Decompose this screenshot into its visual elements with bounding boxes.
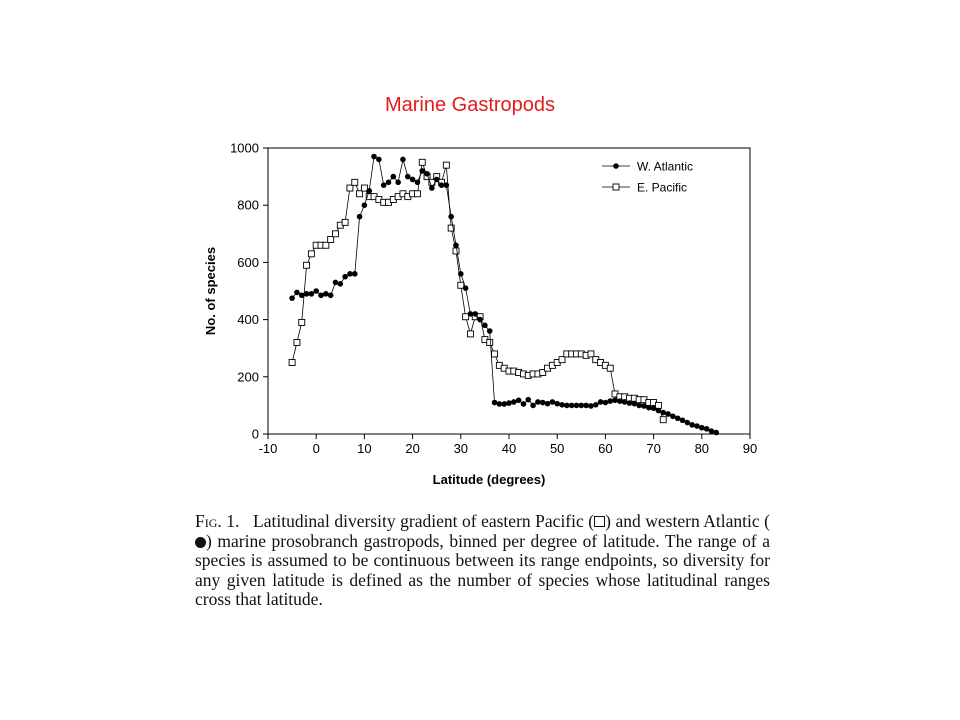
x-tick-label: 40 — [501, 441, 517, 456]
data-point — [685, 420, 691, 426]
x-tick-label: 80 — [694, 441, 710, 456]
data-point — [593, 402, 599, 408]
data-point — [545, 401, 551, 407]
data-point — [357, 191, 363, 197]
data-point — [636, 403, 642, 409]
data-point — [361, 185, 367, 191]
data-point — [497, 401, 503, 407]
y-tick-label: 600 — [237, 254, 259, 270]
data-point — [468, 311, 474, 317]
data-point — [453, 242, 459, 248]
data-point — [352, 179, 358, 185]
data-point — [357, 214, 363, 220]
data-point — [434, 177, 440, 183]
data-point — [395, 180, 401, 186]
legend-label: E. Pacific — [637, 180, 688, 195]
data-point — [419, 159, 425, 165]
data-point — [458, 282, 464, 288]
data-point — [309, 291, 315, 297]
data-point — [574, 403, 580, 409]
slide-title: Marine Gastropods — [384, 94, 556, 116]
data-point — [463, 285, 469, 291]
data-point — [627, 400, 633, 406]
data-point — [704, 426, 710, 432]
data-point — [559, 357, 565, 363]
data-point — [665, 411, 671, 417]
data-point — [559, 402, 565, 408]
data-point — [694, 423, 700, 429]
legend-entry — [602, 160, 693, 174]
data-point — [607, 398, 613, 404]
legend — [602, 160, 693, 195]
data-point — [391, 174, 397, 180]
data-point — [540, 400, 546, 406]
data-point — [424, 171, 430, 177]
figure-label: Fig. 1. — [195, 511, 240, 531]
legend-entry — [602, 181, 687, 195]
x-tick-label: 50 — [549, 441, 565, 456]
data-point — [405, 174, 411, 180]
series-w-atlantic — [289, 154, 719, 436]
caption-text-3: ) marine prosobranch gastropods, binned per degree of latitude. The range of a species is assumed to be continuous between its range endpoints, so diversity for any given latitude is defined as the number of species whose latitudinal ranges cross that latitude. — [195, 530, 770, 609]
data-point — [371, 154, 377, 160]
data-point — [448, 214, 454, 220]
data-point — [328, 237, 334, 243]
data-point — [386, 180, 392, 186]
data-point — [328, 292, 334, 298]
data-point — [323, 242, 329, 248]
data-point — [506, 400, 512, 406]
data-point — [313, 288, 319, 294]
data-point — [289, 360, 295, 366]
data-point — [323, 291, 329, 297]
species-latitude-chart — [190, 128, 770, 498]
data-point — [569, 403, 575, 409]
data-point — [482, 323, 488, 329]
data-point — [617, 398, 623, 404]
data-point — [381, 182, 387, 188]
data-point — [641, 403, 647, 409]
y-tick-label: 1000 — [230, 140, 259, 156]
data-point — [333, 280, 339, 286]
data-point — [511, 399, 517, 405]
data-point — [660, 410, 666, 416]
data-point — [299, 292, 305, 298]
data-point — [294, 339, 300, 345]
data-point — [598, 399, 604, 405]
data-point — [554, 401, 560, 407]
data-point — [332, 231, 338, 237]
data-point — [419, 168, 425, 174]
x-axis-title: Latitude (degrees) — [432, 472, 546, 487]
series-line — [292, 162, 663, 419]
data-point — [487, 339, 493, 345]
data-point — [656, 408, 662, 414]
data-point — [294, 290, 300, 296]
data-point — [689, 422, 695, 428]
data-point — [400, 157, 406, 163]
data-point — [613, 163, 619, 169]
data-point — [467, 331, 473, 337]
data-point — [525, 397, 531, 403]
data-point — [501, 401, 507, 407]
data-point — [347, 185, 353, 191]
caption-text-1: Latitudinal diversity gradient of eastern Pacific ( — [253, 511, 595, 531]
data-point — [516, 397, 522, 403]
y-tick-label: 200 — [237, 369, 259, 385]
data-point — [304, 291, 310, 297]
data-point — [709, 428, 715, 434]
data-point — [444, 182, 450, 188]
filled-circle-symbol-icon — [195, 537, 206, 548]
data-point — [622, 399, 628, 405]
data-point — [675, 415, 681, 421]
x-tick-label: 0 — [312, 441, 320, 456]
data-point — [492, 351, 498, 357]
data-point — [477, 317, 483, 323]
data-point — [414, 191, 420, 197]
series-line — [292, 157, 716, 433]
data-point — [453, 248, 459, 254]
x-tick-label: 90 — [742, 441, 758, 456]
series-e-pacific — [289, 159, 666, 422]
x-tick-label: -10 — [258, 441, 278, 456]
data-point — [699, 425, 705, 431]
x-tick-label: 20 — [405, 441, 420, 456]
caption-text-2: ) and western Atlantic ( — [605, 511, 770, 531]
data-point — [612, 397, 618, 403]
y-tick-label: 0 — [251, 426, 259, 442]
data-point — [342, 219, 348, 225]
data-point — [458, 271, 464, 277]
data-point — [415, 180, 421, 186]
data-point — [632, 401, 638, 407]
data-point — [362, 202, 368, 208]
data-point — [521, 401, 527, 407]
data-point — [607, 365, 613, 371]
data-point — [535, 399, 541, 405]
data-point — [410, 177, 416, 183]
data-point — [530, 403, 536, 409]
data-point — [583, 403, 589, 409]
data-point — [670, 413, 676, 419]
data-point — [318, 292, 324, 298]
data-point — [366, 188, 372, 194]
data-point — [376, 157, 382, 163]
data-point — [342, 274, 348, 280]
legend-label: W. Atlantic — [637, 159, 694, 174]
y-tick-label: 400 — [237, 312, 259, 328]
series-layer — [289, 154, 719, 436]
data-point — [660, 417, 666, 423]
data-point — [655, 402, 661, 408]
data-point — [588, 351, 594, 357]
data-point — [680, 417, 686, 423]
open-square-symbol-icon — [594, 516, 605, 527]
data-point — [651, 405, 657, 411]
data-point — [429, 185, 435, 191]
data-point — [338, 281, 344, 287]
y-axis-title: No. of species — [203, 246, 218, 336]
data-point — [308, 251, 314, 257]
data-point — [487, 328, 493, 334]
data-point — [564, 403, 570, 409]
x-tick-label: 30 — [453, 441, 469, 456]
data-point — [613, 184, 619, 190]
data-point — [347, 271, 353, 277]
figure-caption — [195, 512, 770, 610]
data-point — [472, 311, 478, 317]
data-point — [713, 430, 719, 436]
data-point — [579, 403, 585, 409]
x-tick-label: 70 — [646, 441, 661, 456]
data-point — [492, 400, 498, 406]
data-point — [646, 405, 652, 411]
data-point — [439, 182, 445, 188]
data-point — [603, 400, 609, 406]
data-point — [588, 403, 594, 409]
data-point — [443, 162, 449, 168]
x-tick-label: 60 — [598, 441, 613, 456]
x-tick-label: 10 — [357, 441, 372, 456]
data-point — [352, 271, 358, 277]
y-tick-label: 800 — [237, 197, 259, 213]
data-point — [289, 295, 295, 301]
data-point — [304, 262, 310, 268]
data-point — [550, 399, 556, 405]
data-point — [299, 319, 305, 325]
data-point — [463, 314, 469, 320]
